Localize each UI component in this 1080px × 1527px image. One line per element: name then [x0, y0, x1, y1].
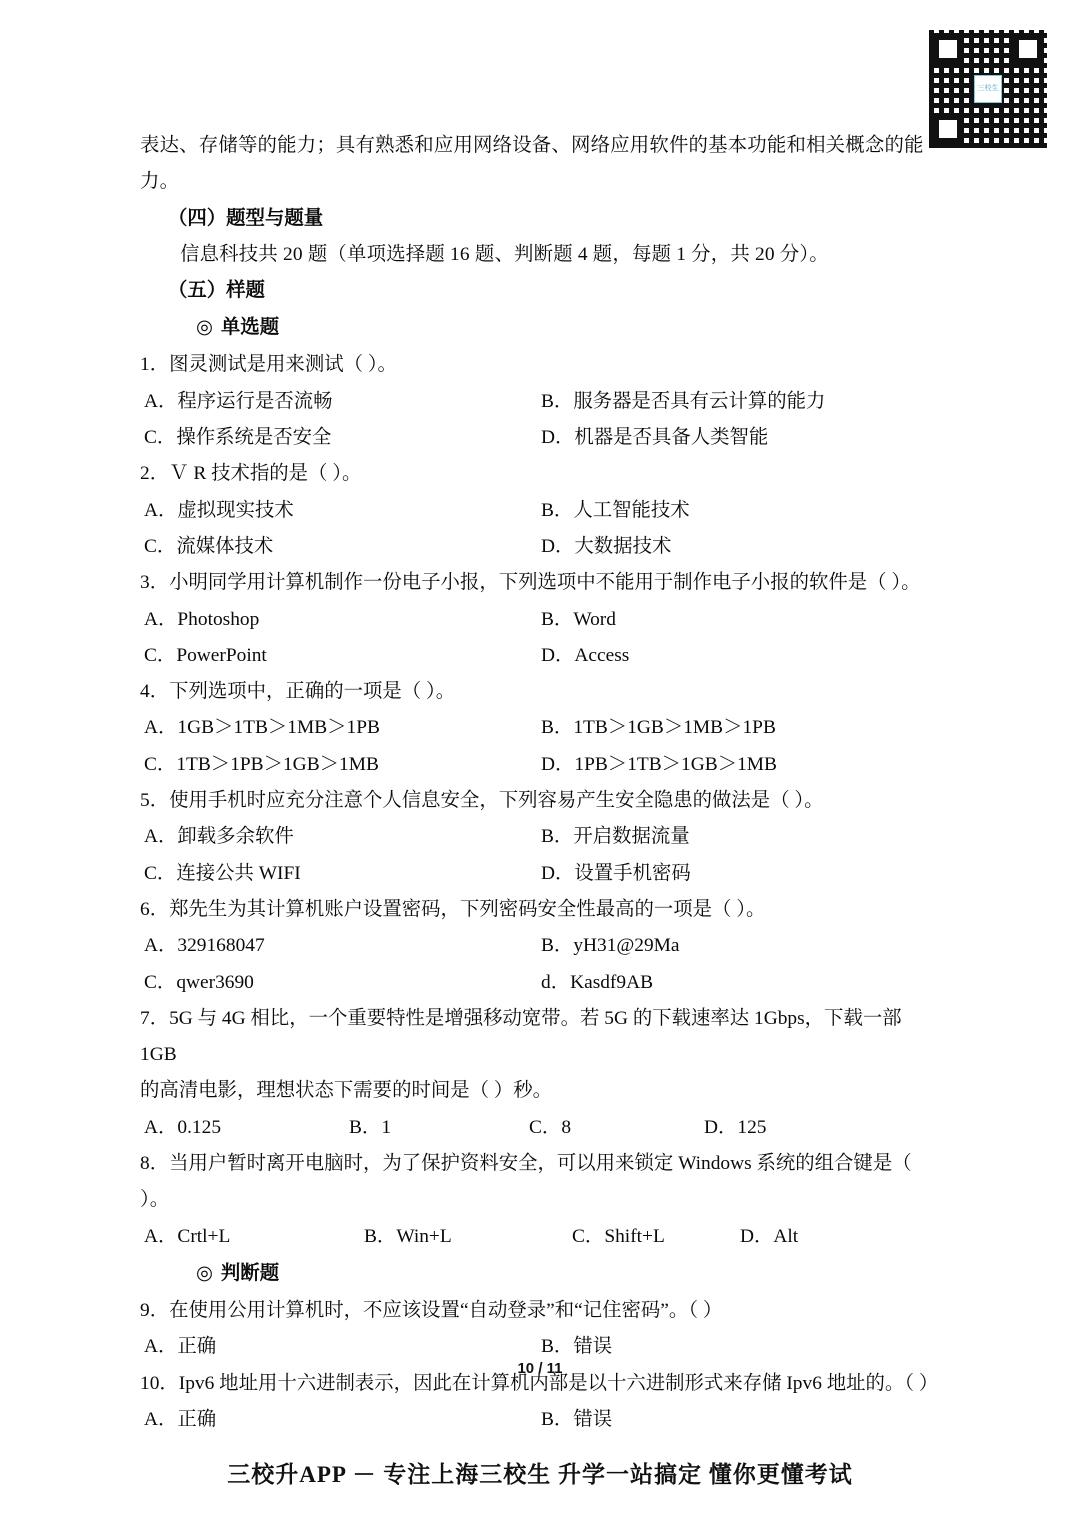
question-options [140, 493, 938, 529]
question-stem: 1．图灵测试是用来测试（ ）。 [140, 354, 397, 376]
question-options [140, 710, 938, 746]
option-d[interactable]: D．Access [541, 644, 630, 666]
option-b[interactable]: B．yH31@29Ma [541, 935, 680, 957]
question-stem: 7．5G 与 4G 相比，一个重要特性是增强移动宽带。若 5G 的下载速率达 1Gbps，下载一部 1GB [140, 1007, 902, 1066]
option-a[interactable]: A．0.125 [144, 1116, 222, 1138]
option-c[interactable]: C．Shift+L [572, 1225, 665, 1247]
qr-center-label: 三校生 [974, 75, 1002, 103]
page-number: 10 / 11 [517, 1360, 563, 1377]
question-options [140, 1110, 938, 1146]
judge-label: 判断题 [220, 1262, 280, 1284]
option-c[interactable]: C．1TB＞1PB＞1GB＞1MB [144, 753, 379, 775]
single-choice-label: 单选题 [220, 317, 280, 339]
bullet-icon: ◎ [196, 317, 213, 339]
option-b[interactable]: B．服务器是否具有云计算的能力 [541, 390, 826, 412]
question-options [140, 529, 938, 565]
document-body [0, 128, 1080, 1438]
option-c[interactable]: C．PowerPoint [144, 644, 267, 666]
question-stem: 6．郑先生为其计算机账户设置密码，下列密码安全性最高的一项是（ ）。 [140, 898, 766, 920]
option-c[interactable]: C．操作系统是否安全 [144, 427, 332, 449]
option-c[interactable]: C．流媒体技术 [144, 535, 274, 557]
option-d[interactable]: D．125 [704, 1116, 767, 1138]
question-options [140, 384, 938, 420]
option-a[interactable]: A．正确 [144, 1408, 217, 1430]
option-a[interactable]: A．1GB＞1TB＞1MB＞1PB [144, 717, 380, 739]
option-a[interactable]: A．程序运行是否流畅 [144, 390, 333, 412]
question-options [140, 1219, 938, 1255]
option-b[interactable]: B．1 [349, 1116, 392, 1138]
question-options [140, 602, 938, 638]
question-stem: 2．Ｖ R 技术指的是（ ）。 [140, 463, 362, 485]
option-b[interactable]: B．1TB＞1GB＞1MB＞1PB [541, 717, 776, 739]
question-stem: 10．Ipv6 地址用十六进制表示，因此在计算机内部是以十六进制形式来存储 Ipv6 地址的。（ ） [140, 1372, 939, 1394]
option-b[interactable]: B．错误 [541, 1336, 613, 1358]
section-4-body: 信息科技共 20 题（单项选择题 16 题、判断题 4 题，每题 1 分，共 20 分）。 [180, 243, 829, 265]
question-options [140, 819, 938, 855]
question-stem: 9．在使用公用计算机时，不应该设置“自动登录”和“记住密码”。（ ） [140, 1299, 723, 1321]
question-stem: 4．下列选项中，正确的一项是（ ）。 [140, 681, 456, 703]
option-b[interactable]: B．开启数据流量 [541, 826, 690, 848]
option-a[interactable]: A．Photoshop [144, 608, 260, 630]
question-type-judge [140, 1255, 938, 1293]
option-b[interactable]: B．人工智能技术 [541, 499, 690, 521]
option-a[interactable]: A．虚拟现实技术 [144, 499, 294, 521]
option-c[interactable]: C．qwer3690 [144, 971, 254, 993]
question-stem: 8．当用户暂时离开电脑时，为了保护资料安全，可以用来锁定 Windows 系统的组合键是（ ）。 [140, 1153, 912, 1211]
top-paragraph: 表达、存储等的能力；具有熟悉和应用网络设备、网络应用软件的基本功能和相关概念的能力。 [140, 135, 924, 193]
option-d[interactable]: D．机器是否具备人类智能 [541, 427, 769, 449]
option-a[interactable]: A．卸载多余软件 [144, 826, 294, 848]
option-c[interactable]: C．8 [529, 1116, 572, 1138]
question-options [140, 1402, 938, 1438]
question-options [140, 856, 938, 892]
option-b[interactable]: B．Win+L [364, 1225, 452, 1247]
question-stem: 5．使用手机时应充分注意个人信息安全，下列容易产生安全隐患的做法是（ ）。 [140, 790, 824, 812]
footer-promo-text: 三校升APP － 专注上海三校生 升学一站搞定 懂你更懂考试 [227, 1462, 853, 1487]
option-d[interactable]: D．设置手机密码 [541, 862, 691, 884]
question-options [140, 747, 938, 783]
bullet-icon: ◎ [196, 1262, 213, 1284]
option-a[interactable]: A．正确 [144, 1336, 217, 1358]
option-a[interactable]: A．Crtl+L [144, 1225, 231, 1247]
section-heading-4: （四）题型与题量 [168, 207, 324, 229]
option-a[interactable]: A．329168047 [144, 935, 265, 957]
question-options [140, 638, 938, 674]
option-b[interactable]: B．错误 [541, 1408, 613, 1430]
option-d[interactable]: D．Alt [740, 1225, 799, 1247]
section-heading-5: （五）样题 [168, 280, 265, 302]
question-options [140, 420, 938, 456]
question-stem-continued: 的高清电影，理想状态下需要的时间是（ ）秒。 [140, 1080, 553, 1102]
question-stem: 3．小明同学用计算机制作一份电子小报，下列选项中不能用于制作电子小报的软件是（ ）。 [140, 572, 921, 594]
question-type-single-choice [140, 309, 938, 347]
option-b[interactable]: B．Word [541, 608, 616, 630]
option-d[interactable]: D．1PB＞1TB＞1GB＞1MB [541, 753, 777, 775]
option-d[interactable]: D．大数据技术 [541, 535, 672, 557]
question-options [140, 928, 938, 964]
option-d[interactable]: d．Kasdf9AB [541, 971, 654, 993]
option-c[interactable]: C．连接公共 WIFI [144, 862, 301, 884]
question-options [140, 965, 938, 1001]
